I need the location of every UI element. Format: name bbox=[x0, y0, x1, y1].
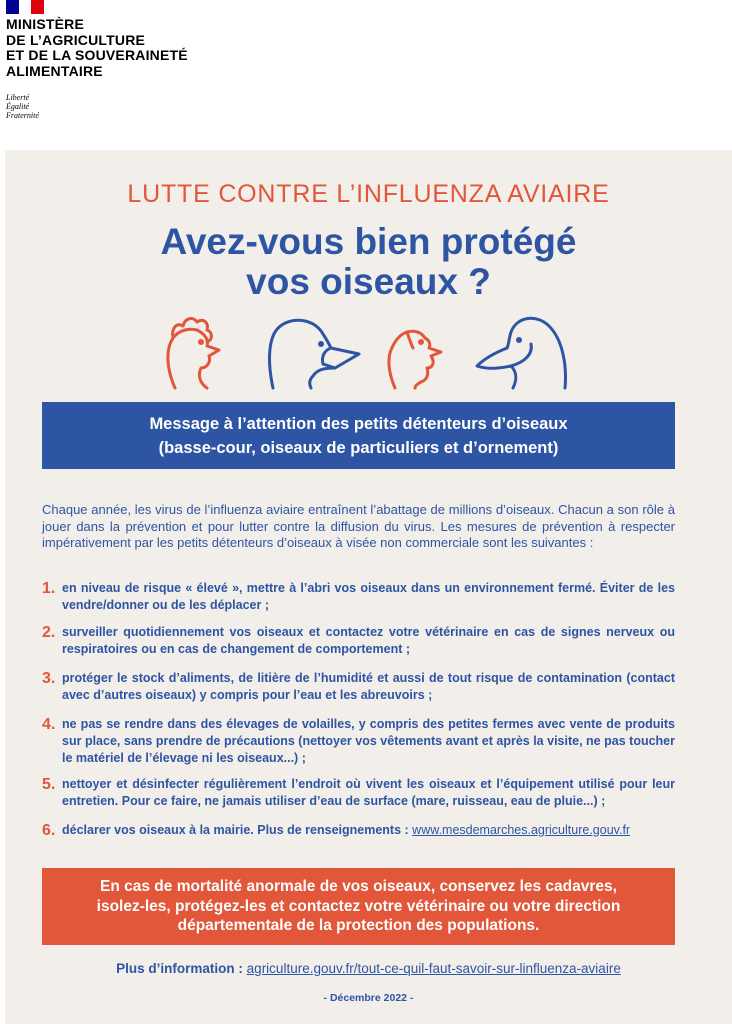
alert-line: départementale de la protection des populations. bbox=[177, 917, 540, 935]
measure-number: 5. bbox=[42, 776, 56, 793]
mortality-alert-box bbox=[42, 868, 675, 945]
more-information bbox=[5, 961, 732, 976]
audience-banner bbox=[42, 402, 675, 469]
ministry-line: ALIMENTAIRE bbox=[6, 62, 103, 79]
measure-number: 2. bbox=[42, 624, 56, 641]
birds-illustration bbox=[145, 310, 585, 390]
banner-line: Message à l’attention des petits détenteurs d’oiseaux bbox=[149, 414, 568, 433]
motto-line: Liberté bbox=[6, 93, 30, 102]
goose-icon bbox=[270, 320, 360, 388]
measure-item bbox=[42, 776, 675, 810]
measure-text bbox=[62, 822, 675, 840]
rooster-icon bbox=[168, 319, 219, 388]
poster-headline bbox=[5, 222, 732, 302]
ministry-line: ET DE LA SOUVERAINETÉ bbox=[6, 47, 188, 63]
measure-item bbox=[42, 822, 675, 840]
more-information-label: Plus d’information : bbox=[116, 961, 247, 976]
measure-number: 3. bbox=[42, 670, 56, 687]
duck-icon bbox=[477, 318, 565, 388]
measure-item bbox=[42, 670, 675, 704]
mesdemarches-link[interactable]: www.mesdemarches.agriculture.gouv.fr bbox=[412, 823, 631, 837]
motto-line: Fraternité bbox=[6, 111, 39, 120]
measure-text: en niveau de risque « élevé », mettre à l’abri vos oiseaux dans un environnement fermé. Éviter de les vendre/donner ou de les déplacer ; bbox=[62, 581, 675, 612]
measure-number: 4. bbox=[42, 716, 56, 733]
turkey-icon bbox=[389, 331, 441, 388]
measure-text: ne pas se rendre dans des élevages de volailles, y compris des petites fermes avec vente de produits sur place, sans prendre de précautions (nettoyer vos vêtements avant et après la visite, ne pas toucher le matériel de l’élevage ni les oiseaux...) ; bbox=[62, 717, 675, 765]
republic-motto bbox=[6, 93, 39, 120]
ministry-line: MINISTÈRE bbox=[6, 16, 85, 32]
measure-text: nettoyer et désinfecter régulièrement l’endroit où vivent les oiseaux et l’équipement utilisé pour leur entretien. Pour ce faire, ne jamais utiliser d’eau de surface (mare, ruisseau, eau de pluie...) ; bbox=[62, 777, 675, 808]
measure-text: protéger le stock d’aliments, de litière de l’humidité et aussi de tout risque de contamination (contact avec d’autres oiseaux) y compris pour l’eau et les abreuvoirs ; bbox=[62, 671, 675, 702]
ministry-line: DE L’AGRICULTURE bbox=[6, 31, 146, 48]
motto-line: Égalité bbox=[6, 102, 30, 111]
measure-text-body: déclarer vos oiseaux à la mairie. Plus de renseignements : bbox=[62, 823, 413, 837]
alert-line: isolez-les, protégez-les et contactez votre vétérinaire ou votre direction bbox=[96, 897, 621, 915]
measure-item bbox=[42, 716, 675, 767]
intro-paragraph: Chaque année, les virus de l’influenza aviaire entraînent l’abattage de millions d’oiseaux. Chacun a son rôle à jouer dans la prévention et pour lutter contre la diffusion du virus. Les mesures de prévention à respecter impérativement par les petits détenteurs d’oiseaux à visée non commerciale sont les suivantes : bbox=[42, 502, 675, 550]
poster-kicker: LUTTE CONTRE L’INFLUENZA AVIAIRE bbox=[127, 180, 610, 208]
measure-text: surveiller quotidiennement vos oiseaux et contactez votre vétérinaire en cas de signes nerveux ou respiratoires ou en cas de changement de comportement ; bbox=[62, 625, 675, 656]
headline-line: vos oiseaux ? bbox=[246, 261, 491, 302]
ministry-name bbox=[6, 17, 246, 79]
measure-item bbox=[42, 580, 675, 614]
measure-item bbox=[42, 624, 675, 658]
republic-flag-logo bbox=[6, 0, 44, 14]
more-information-link[interactable]: agriculture.gouv.fr/tout-ce-quil-faut-savoir-sur-linfluenza-aviaire bbox=[246, 961, 621, 976]
measure-number: 6. bbox=[42, 822, 56, 839]
publication-date: - Décembre 2022 - bbox=[323, 992, 414, 1004]
alert-line: En cas de mortalité anormale de vos oiseaux, conservez les cadavres, bbox=[100, 878, 617, 896]
poster bbox=[5, 150, 732, 1024]
banner-line: (basse-cour, oiseaux de particuliers et d’ornement) bbox=[158, 438, 559, 457]
measure-number: 1. bbox=[42, 580, 56, 597]
headline-line: Avez-vous bien protégé bbox=[160, 221, 577, 262]
